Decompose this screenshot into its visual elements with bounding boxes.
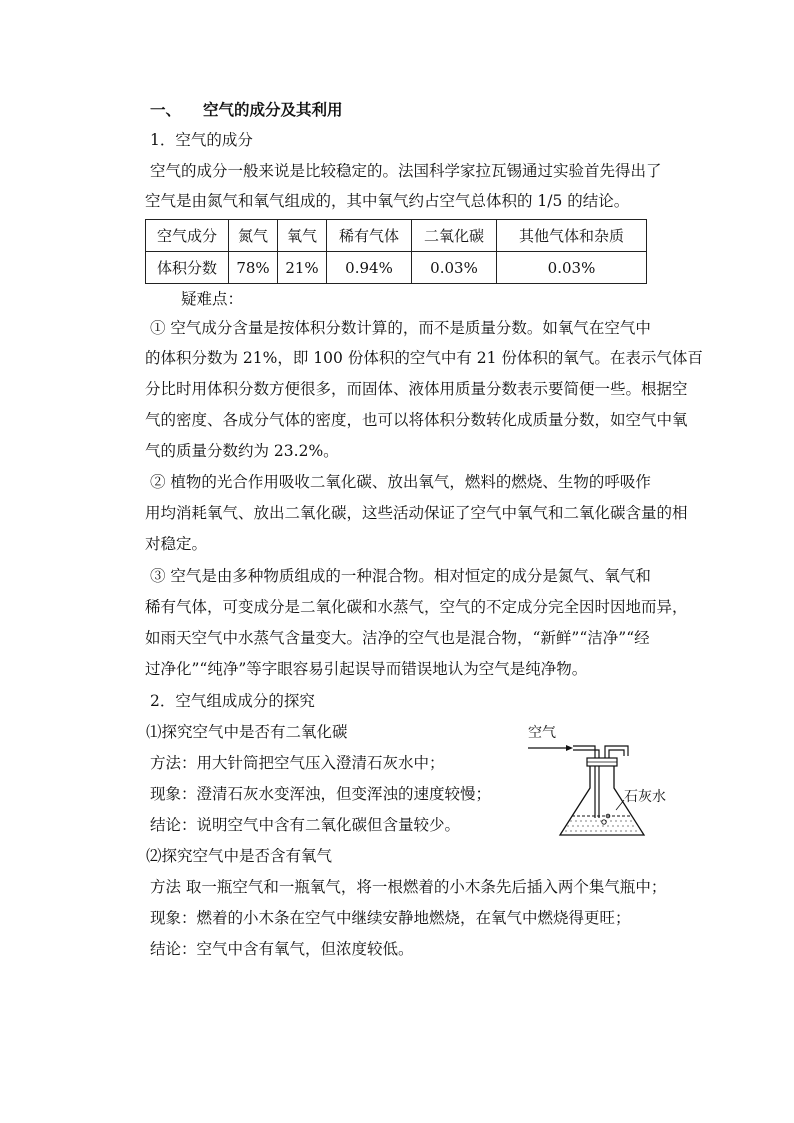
table-cell: 0.03% xyxy=(497,252,647,284)
limewater-apparatus-diagram xyxy=(520,722,680,842)
part1-method: 方法：用大针筒把空气压入澄清石灰水中； xyxy=(150,754,445,772)
intro-line-1: 空气的成分一般来说是比较稳定的。法国科学家拉瓦锡通过实验首先得出了 xyxy=(150,162,662,180)
part1-title: ⑴探究空气中是否有二氧化碳 xyxy=(146,723,348,741)
part1-conclusion: 结论：说明空气中含有二氧化碳但含量较少。 xyxy=(150,816,461,834)
part1-phenomenon: 现象：澄清石灰水变浑浊，但变浑浊的速度较慢； xyxy=(150,785,492,803)
point2-line: ② 植物的光合作用吸收二氧化碳、放出氧气，燃料的燃烧、生物的呼吸作 xyxy=(150,473,651,491)
table-cell: 0.94% xyxy=(327,252,412,284)
inlet-tube xyxy=(573,746,595,818)
part2-method: 方法 取一瓶空气和一瓶氧气，将一根燃着的小木条先后插入两个集气瓶中； xyxy=(150,878,667,896)
point3-line: ③ 空气是由多种物质组成的一种混合物。相对恒定的成分是氮气、氧气和 xyxy=(150,567,651,585)
table-cell: 21% xyxy=(278,252,327,284)
point3-line: 过净化”“纯净”等字眼容易引起误导而错误地认为空气是纯净物。 xyxy=(145,660,588,678)
point3-line: 稀有气体，可变成分是二氧化碳和水蒸气，空气的不定成分完全因时因地而异， xyxy=(145,598,688,616)
table-row xyxy=(146,220,647,252)
section-heading-title: 空气的成分及其利用 xyxy=(203,100,343,119)
part2-phenomenon: 现象：燃着的小木条在空气中继续安静地燃烧，在氧气中燃烧得更旺； xyxy=(150,909,631,927)
limewater-label: 石灰水 xyxy=(624,789,666,805)
table-cell: 体积分数 xyxy=(146,252,229,284)
point1-line: 气的质量分数约为 23.2%。 xyxy=(145,442,339,460)
air-arrow-head xyxy=(566,745,573,751)
table-cell: 78% xyxy=(229,252,278,284)
section-heading-number: 一、 xyxy=(150,100,182,119)
point2-line: 对稳定。 xyxy=(145,535,208,553)
part2-title: ⑵探究空气中是否含有氧气 xyxy=(146,847,333,865)
bubble xyxy=(602,820,606,824)
point1-line: 气的密度、各成分气体的密度，也可以将体积分数转化成质量分数，如空气中氧 xyxy=(145,411,688,429)
subsection-title-composition: 1．空气的成分 xyxy=(150,131,253,149)
point1-line: 分比时用体积分数方便很多，而固体、液体用质量分数表示要简便一些。根据空 xyxy=(145,380,688,398)
table-header-cell: 空气成分 xyxy=(146,220,229,252)
air-label: 空气 xyxy=(528,725,556,741)
part2-conclusion: 结论：空气中含有氧气，但浓度较低。 xyxy=(150,940,414,958)
table-cell: 0.03% xyxy=(412,252,497,284)
point1-line: ① 空气成分含量是按体积分数计算的，而不是质量分数。如氧气在空气中 xyxy=(150,319,651,337)
table-header-cell: 其他气体和杂质 xyxy=(497,220,647,252)
point1-line: 的体积分数为 21%，即 100 份体积的空气中有 21 份体积的氧气。在表示气体百 xyxy=(145,349,703,367)
point2-line: 用均消耗氧气、放出二氧化碳，这些活动保证了空气中氧气和二氧化碳含量的相 xyxy=(145,504,688,522)
air-composition-table xyxy=(145,219,647,284)
table-header-cell: 稀有气体 xyxy=(327,220,412,252)
point3-line: 如雨天空气中水蒸气含量变大。洁净的空气也是混合物，“新鲜”“洁净”“经 xyxy=(145,629,650,647)
intro-line-2: 空气是由氮气和氧气组成的，其中氧气约占空气总体积的 1/5 的结论。 xyxy=(145,192,630,210)
table-header-cell: 氮气 xyxy=(229,220,278,252)
label-leader-line xyxy=(616,800,624,810)
subsection-title-exploration: 2．空气组成成分的探究 xyxy=(150,692,315,710)
table-header-cell: 氧气 xyxy=(278,220,327,252)
difficulty-label: 疑难点： xyxy=(181,290,244,308)
table-row xyxy=(146,252,647,284)
table-header-cell: 二氧化碳 xyxy=(412,220,497,252)
